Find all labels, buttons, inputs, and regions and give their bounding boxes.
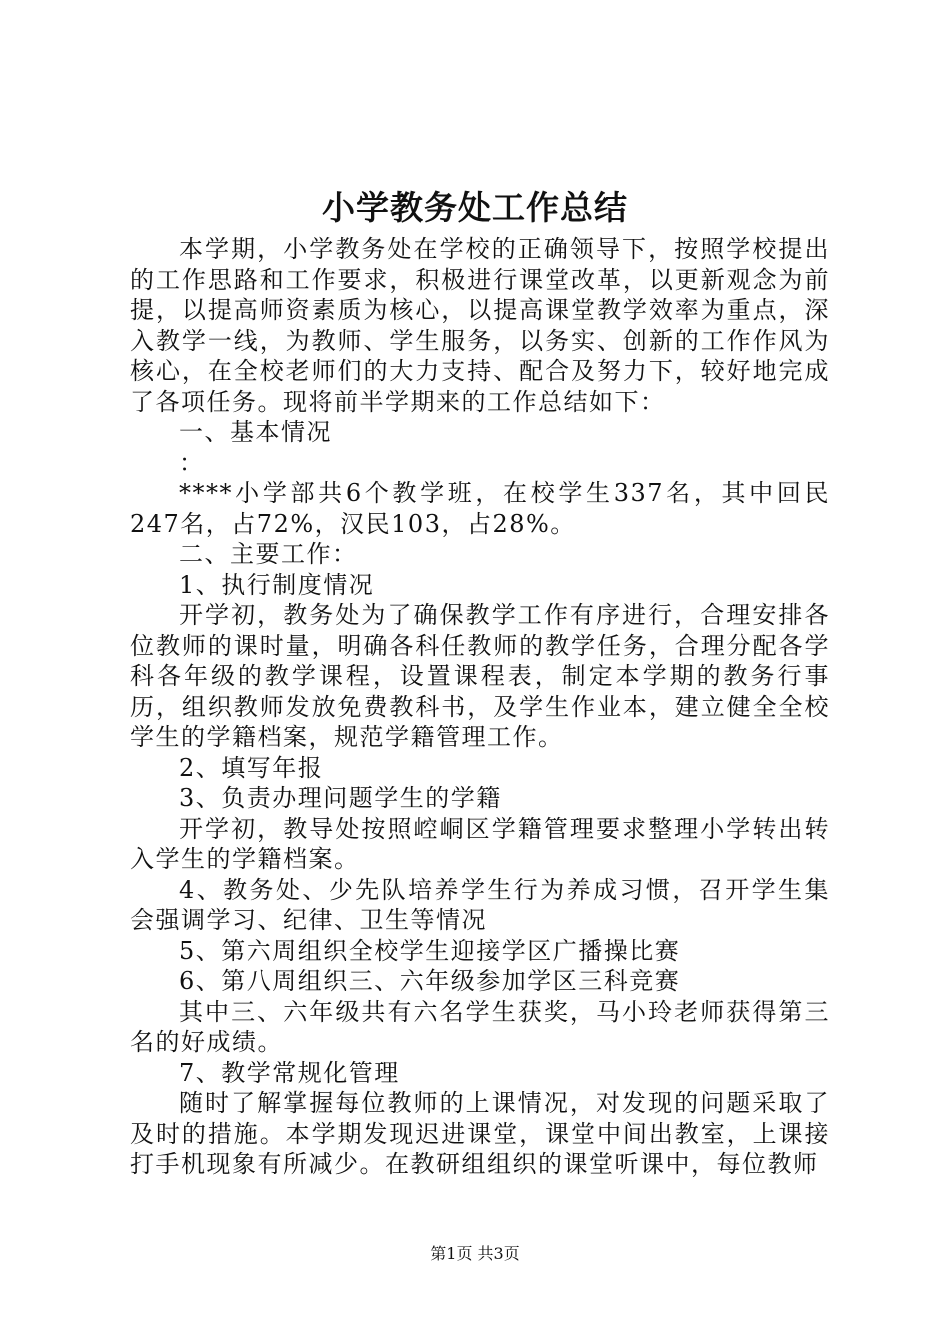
paragraph-intro: 本学期，小学教务处在学校的正确领导下，按照学校提出的工作思路和工作要求，积极进行课堂改革，以更新观念为前提，以提高师资素质为核心，以提高课堂教学效率为重点，深入教学一线，为教师、学生服务，以务实、创新的工作作风为核心，在全校老师们的大力支持、配合及努力下，较好地完成了各项任务。现将前半学期来的工作总结如下： (130, 235, 830, 416)
item-1-body: 开学初，教务处为了确保教学工作有序进行，合理安排各位教师的课时量，明确各科任教师的教学任务，合理分配各学科各年级的教学课程，设置课程表，制定本学期的教务行事历，组织教师发放免费教科书，及学生作业本，建立健全全校学生的学籍档案，规范学籍管理工作。 (130, 601, 830, 751)
item-3-body: 开学初，教导处按照崆峒区学籍管理要求整理小学转出转入学生的学籍档案。 (130, 814, 830, 873)
item-2-heading: 2、填写年报 (179, 753, 324, 782)
item-7-heading: 7、教学常规化管理 (179, 1058, 400, 1087)
page-footer: 第1页 共3页 (430, 1244, 520, 1263)
item-5: 5、第六周组织全校学生迎接学区广播操比赛 (179, 936, 681, 965)
item-4: 4、教务处、少先队培养学生行为养成习惯，召开学生集会强调学习、纪律、卫生等情况 (130, 875, 830, 934)
paragraph-colon: ： (179, 448, 205, 477)
document-title: 小学教务处工作总结 (322, 188, 628, 227)
item-6-heading: 6、第八周组织三、六年级参加学区三科竞赛 (179, 967, 681, 995)
item-1-heading: 1、执行制度情况 (179, 570, 375, 599)
item-6-body: 其中三、六年级共有六名学生获奖，马小玲老师获得第三名的好成绩。 (130, 997, 830, 1056)
paragraph-class-stats: ****小学部共6个教学班，在校学生337名，其中回民247名，占72%，汉民103，占28%。 (130, 479, 830, 538)
item-7-body: 随时了解掌握每位教师的上课情况，对发现的问题采取了及时的措施。本学期发现迟进课堂，课堂中间出教室，上课接打手机现象有所减少。在教研组组织的课堂听课中，每位教师 (130, 1089, 830, 1178)
item-3-heading: 3、负责办理问题学生的学籍 (179, 784, 502, 812)
heading-main-work: 二、主要工作： (179, 540, 358, 568)
document-body (130, 234, 830, 1180)
heading-basic-situation: 一、基本情况 (179, 418, 332, 446)
